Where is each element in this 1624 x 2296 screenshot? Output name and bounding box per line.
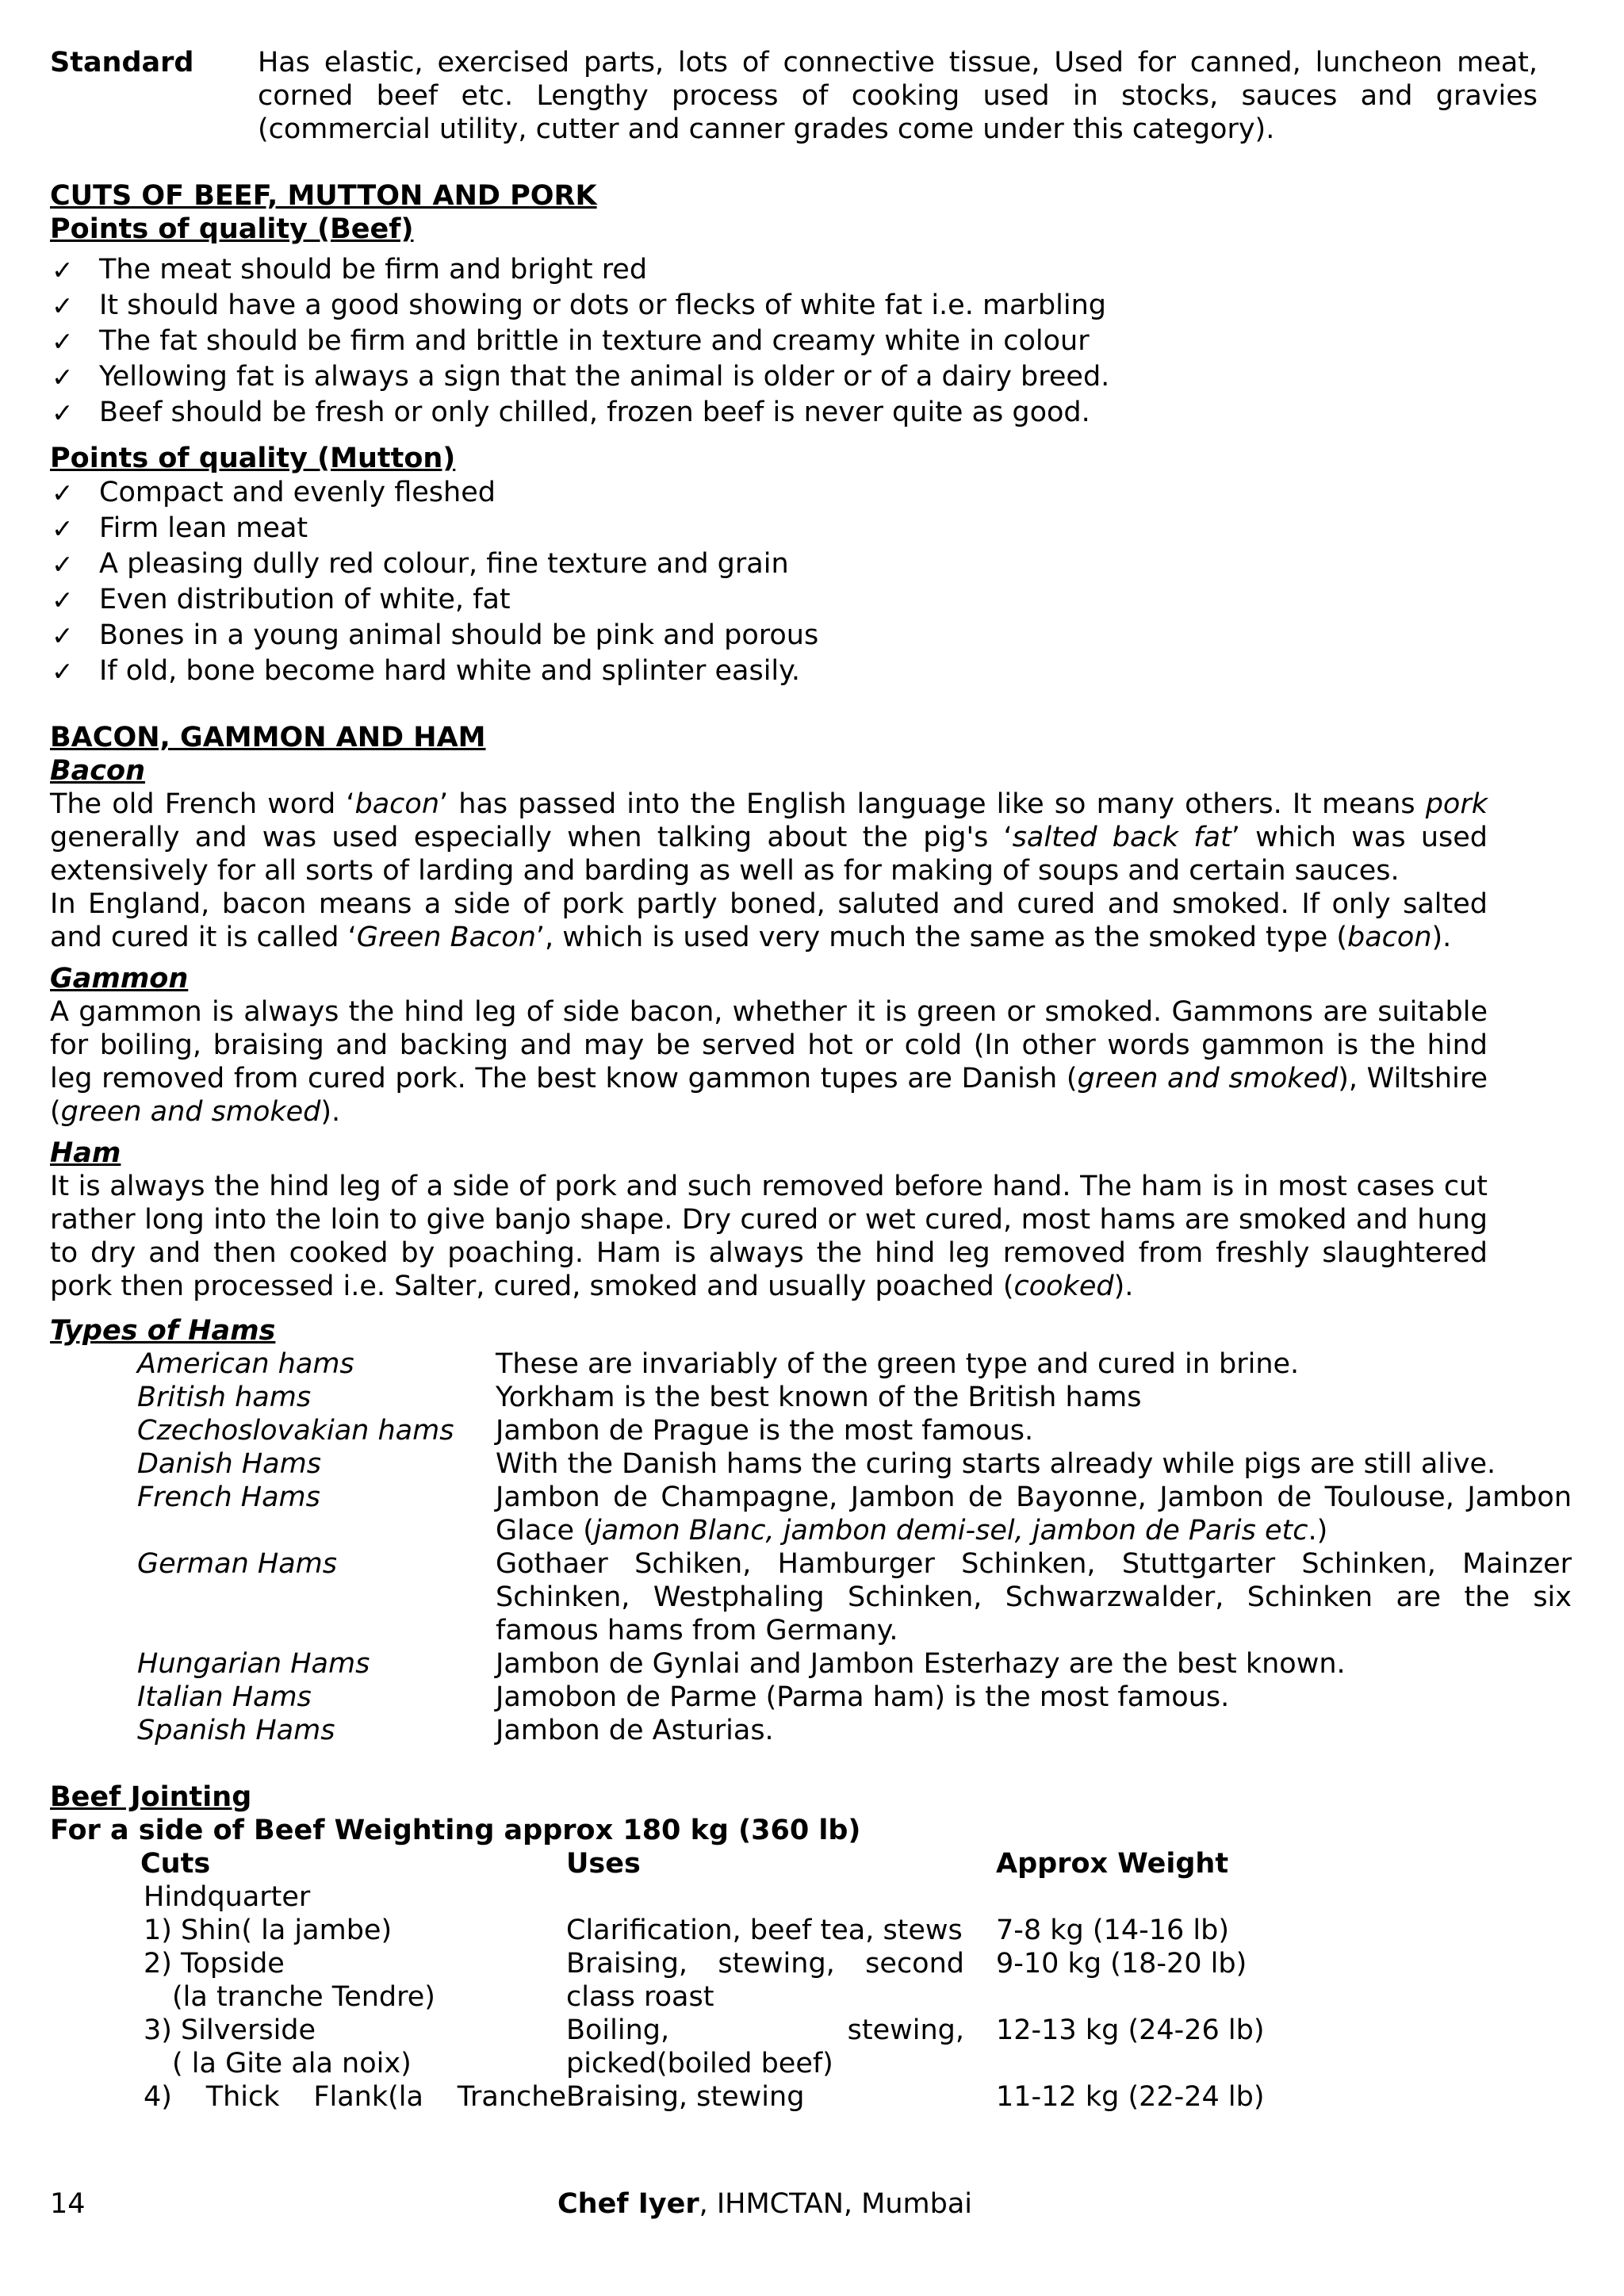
ham-description: Jambon de Asturias. — [496, 1715, 774, 1746]
check-icon: ✓ — [52, 620, 74, 651]
list-item: ✓ It should have a good showing or dots or flecks of white fat i.e. marbling — [50, 288, 1572, 324]
table-row — [137, 1547, 1572, 1647]
types-of-hams-table — [137, 1347, 1572, 1747]
cut-uses: Braising, stewing, second class roast — [566, 1948, 964, 2013]
ham-name: Hungarian Hams — [137, 1648, 370, 1680]
list-item: ✓ Compact and evenly fleshed — [50, 475, 1572, 511]
check-icon: ✓ — [52, 513, 74, 544]
check-icon: ✓ — [52, 585, 74, 615]
cut-name: 2) Topside (la tranche Tendre) — [144, 1948, 435, 2013]
column-header-uses: Uses — [566, 1848, 641, 1880]
ham-name: Danish Hams — [137, 1448, 321, 1480]
table-row — [137, 1681, 1572, 1714]
list-item: ✓ The fat should be firm and brittle in texture and creamy white in colour — [50, 324, 1572, 359]
table-row — [137, 1447, 1572, 1481]
author-name: Chef Iyer — [557, 2188, 699, 2220]
table-header-row — [140, 1847, 1572, 1880]
column-header-weight: Approx Weight — [996, 1848, 1229, 1880]
list-item: ✓ Bones in a young animal should be pink and porous — [50, 618, 1572, 654]
ham-description: Yorkham is the best known of the British hams — [496, 1382, 1142, 1413]
types-of-hams-heading: Types of Hams — [50, 1315, 276, 1347]
mutton-quality-list — [50, 475, 1572, 689]
check-icon: ✓ — [52, 477, 74, 508]
cut-weight: 12-13 kg (24-26 lb) — [996, 2014, 1265, 2046]
standard-grade-row — [50, 46, 1572, 146]
ham-description: Jambon de Prague is the most famous. — [496, 1415, 1034, 1447]
ham-name: German Hams — [137, 1548, 337, 1580]
ham-description: These are invariably of the green type and cured in brine. — [496, 1348, 1300, 1380]
check-icon: ✓ — [52, 255, 74, 286]
table-row — [140, 1947, 1572, 2014]
table-row — [137, 1414, 1572, 1447]
table-row — [137, 1381, 1572, 1414]
document-page — [50, 46, 1572, 2114]
list-item: ✓ A pleasing dully red colour, fine texture and grain — [50, 546, 1572, 582]
gammon-paragraph: A gammon is always the hind leg of side bacon, whether it is green or smoked. Gammons are suitable for boiling, braising and backing and may be served hot or cold (In other words gammon is the hind leg removed from cured pork. The best know gammon tupes are Danish (green and smoked), Wiltshire (green and smoked). — [50, 996, 1488, 1128]
ham-description: Jambon de Champagne, Jambon de Bayonne, Jambon de Toulouse, Jambon Glace (jamon Blanc, jambon demi-sel, jambon de Paris etc.) — [496, 1481, 1572, 1547]
ham-description: With the Danish hams the curing starts already while pigs are still alive. — [496, 1448, 1496, 1480]
cut-name: 4) Thick Flank(la Tranche — [144, 2081, 566, 2113]
table-row — [140, 2014, 1572, 2080]
cuts-heading: CUTS OF BEEF, MUTTON AND PORK — [50, 180, 597, 212]
ham-name: Czechoslovakian hams — [137, 1415, 454, 1447]
beef-quality-list — [50, 252, 1572, 431]
beef-jointing-heading: Beef Jointing — [50, 1781, 252, 1813]
standard-label: Standard — [50, 47, 194, 79]
list-item: ✓ The meat should be firm and bright red — [50, 252, 1572, 288]
cut-name: 1) Shin( la jambe) — [144, 1915, 393, 1946]
table-row — [137, 1481, 1572, 1547]
check-icon: ✓ — [52, 326, 74, 357]
ham-name: American hams — [137, 1348, 354, 1380]
table-row — [137, 1347, 1572, 1381]
bacon-heading: Bacon — [50, 755, 146, 787]
table-row — [140, 2080, 1572, 2114]
list-item: ✓ Beef should be fresh or only chilled, frozen beef is never quite as good. — [50, 395, 1572, 431]
beef-quality-heading: Points of quality (Beef) — [50, 213, 414, 245]
cut-weight: 9-10 kg (18-20 lb) — [996, 1948, 1247, 1980]
cut-uses: Clarification, beef tea, stews — [566, 1915, 963, 1946]
ham-description: Jambon de Gynlai and Jambon Esterhazy are the best known. — [496, 1648, 1346, 1680]
cut-uses: Braising, stewing — [566, 2081, 805, 2113]
cut-uses: Boiling, stewing, picked(boiled beef) — [566, 2014, 964, 2079]
list-item: ✓ Firm lean meat — [50, 511, 1572, 546]
list-item: ✓ Even distribution of white, fat — [50, 582, 1572, 618]
table-row — [140, 1914, 1572, 1947]
ham-name: French Hams — [137, 1481, 320, 1513]
check-icon: ✓ — [52, 549, 74, 580]
footer-credit — [557, 2187, 972, 2221]
list-item: ✓ Yellowing fat is always a sign that the animal is older or of a dairy breed. — [50, 359, 1572, 395]
table-row — [137, 1714, 1572, 1747]
mutton-quality-heading: Points of quality (Mutton) — [50, 443, 456, 474]
column-header-cuts: Cuts — [140, 1848, 211, 1880]
list-item: ✓ If old, bone become hard white and splinter easily. — [50, 654, 1572, 689]
group-label: Hindquarter — [144, 1881, 311, 1913]
ham-heading: Ham — [50, 1137, 121, 1169]
ham-name: Italian Hams — [137, 1681, 312, 1713]
institute-name: , IHMCTAN, Mumbai — [699, 2188, 973, 2220]
bacon-paragraph-2: In England, bacon means a side of pork partly boned, saluted and cured and smoked. If only salted and cured it is called ‘Green Bacon’, which is used very much the same as the smoked type (bacon). — [50, 888, 1488, 953]
check-icon: ✓ — [52, 656, 74, 687]
check-icon: ✓ — [52, 397, 74, 428]
beef-jointing-subheading: For a side of Beef Weighting approx 180 kg (360 lb) — [50, 1815, 861, 1846]
cut-weight: 11-12 kg (22-24 lb) — [996, 2081, 1265, 2113]
standard-description: Has elastic, exercised parts, lots of connective tissue, Used for canned, luncheon meat, corned beef etc. Lengthy process of cooking used in stocks, sauces and gravies (commercial utility, cutter and canner grades come under this category). — [258, 47, 1538, 145]
page-number: 14 — [50, 2188, 86, 2220]
ham-description: Jamobon de Parme (Parma ham) is the most famous. — [496, 1681, 1230, 1713]
bacon-gammon-ham-heading: BACON, GAMMON AND HAM — [50, 722, 486, 753]
ham-name: Spanish Hams — [137, 1715, 335, 1746]
ham-name: British hams — [137, 1382, 312, 1413]
table-row — [137, 1647, 1572, 1681]
ham-paragraph: It is always the hind leg of a side of pork and such removed before hand. The ham is in most cases cut rather long into the loin to give banjo shape. Dry cured or wet cured, most hams are smoked and hung to dry and then cooked by poaching. Ham is always the hind leg removed from freshly slaughtered pork then processed i.e. Salter, cured, smoked and usually poached (cooked). — [50, 1171, 1488, 1302]
beef-jointing-table — [140, 1847, 1572, 2114]
check-icon: ✓ — [52, 362, 74, 393]
group-row — [140, 1880, 1572, 1914]
bacon-paragraph-1: The old French word ‘bacon’ has passed into the English language like so many others. It means pork generally and was used especially when talking about the pig's ‘salted back fat’ which was used extensively for all sorts of larding and barding as well as for making of soups and certain sauces. — [50, 788, 1488, 887]
ham-description: Gothaer Schiken, Hamburger Schinken, Stuttgarter Schinken, Mainzer Schinken, Westphaling Schinken, Schwarzwalder, Schinken are the six famous hams from Germany. — [496, 1548, 1572, 1646]
check-icon: ✓ — [52, 290, 74, 321]
cut-weight: 7-8 kg (14-16 lb) — [996, 1915, 1229, 1946]
gammon-heading: Gammon — [50, 963, 189, 995]
cut-name: 3) Silverside ( la Gite ala noix) — [144, 2014, 412, 2079]
